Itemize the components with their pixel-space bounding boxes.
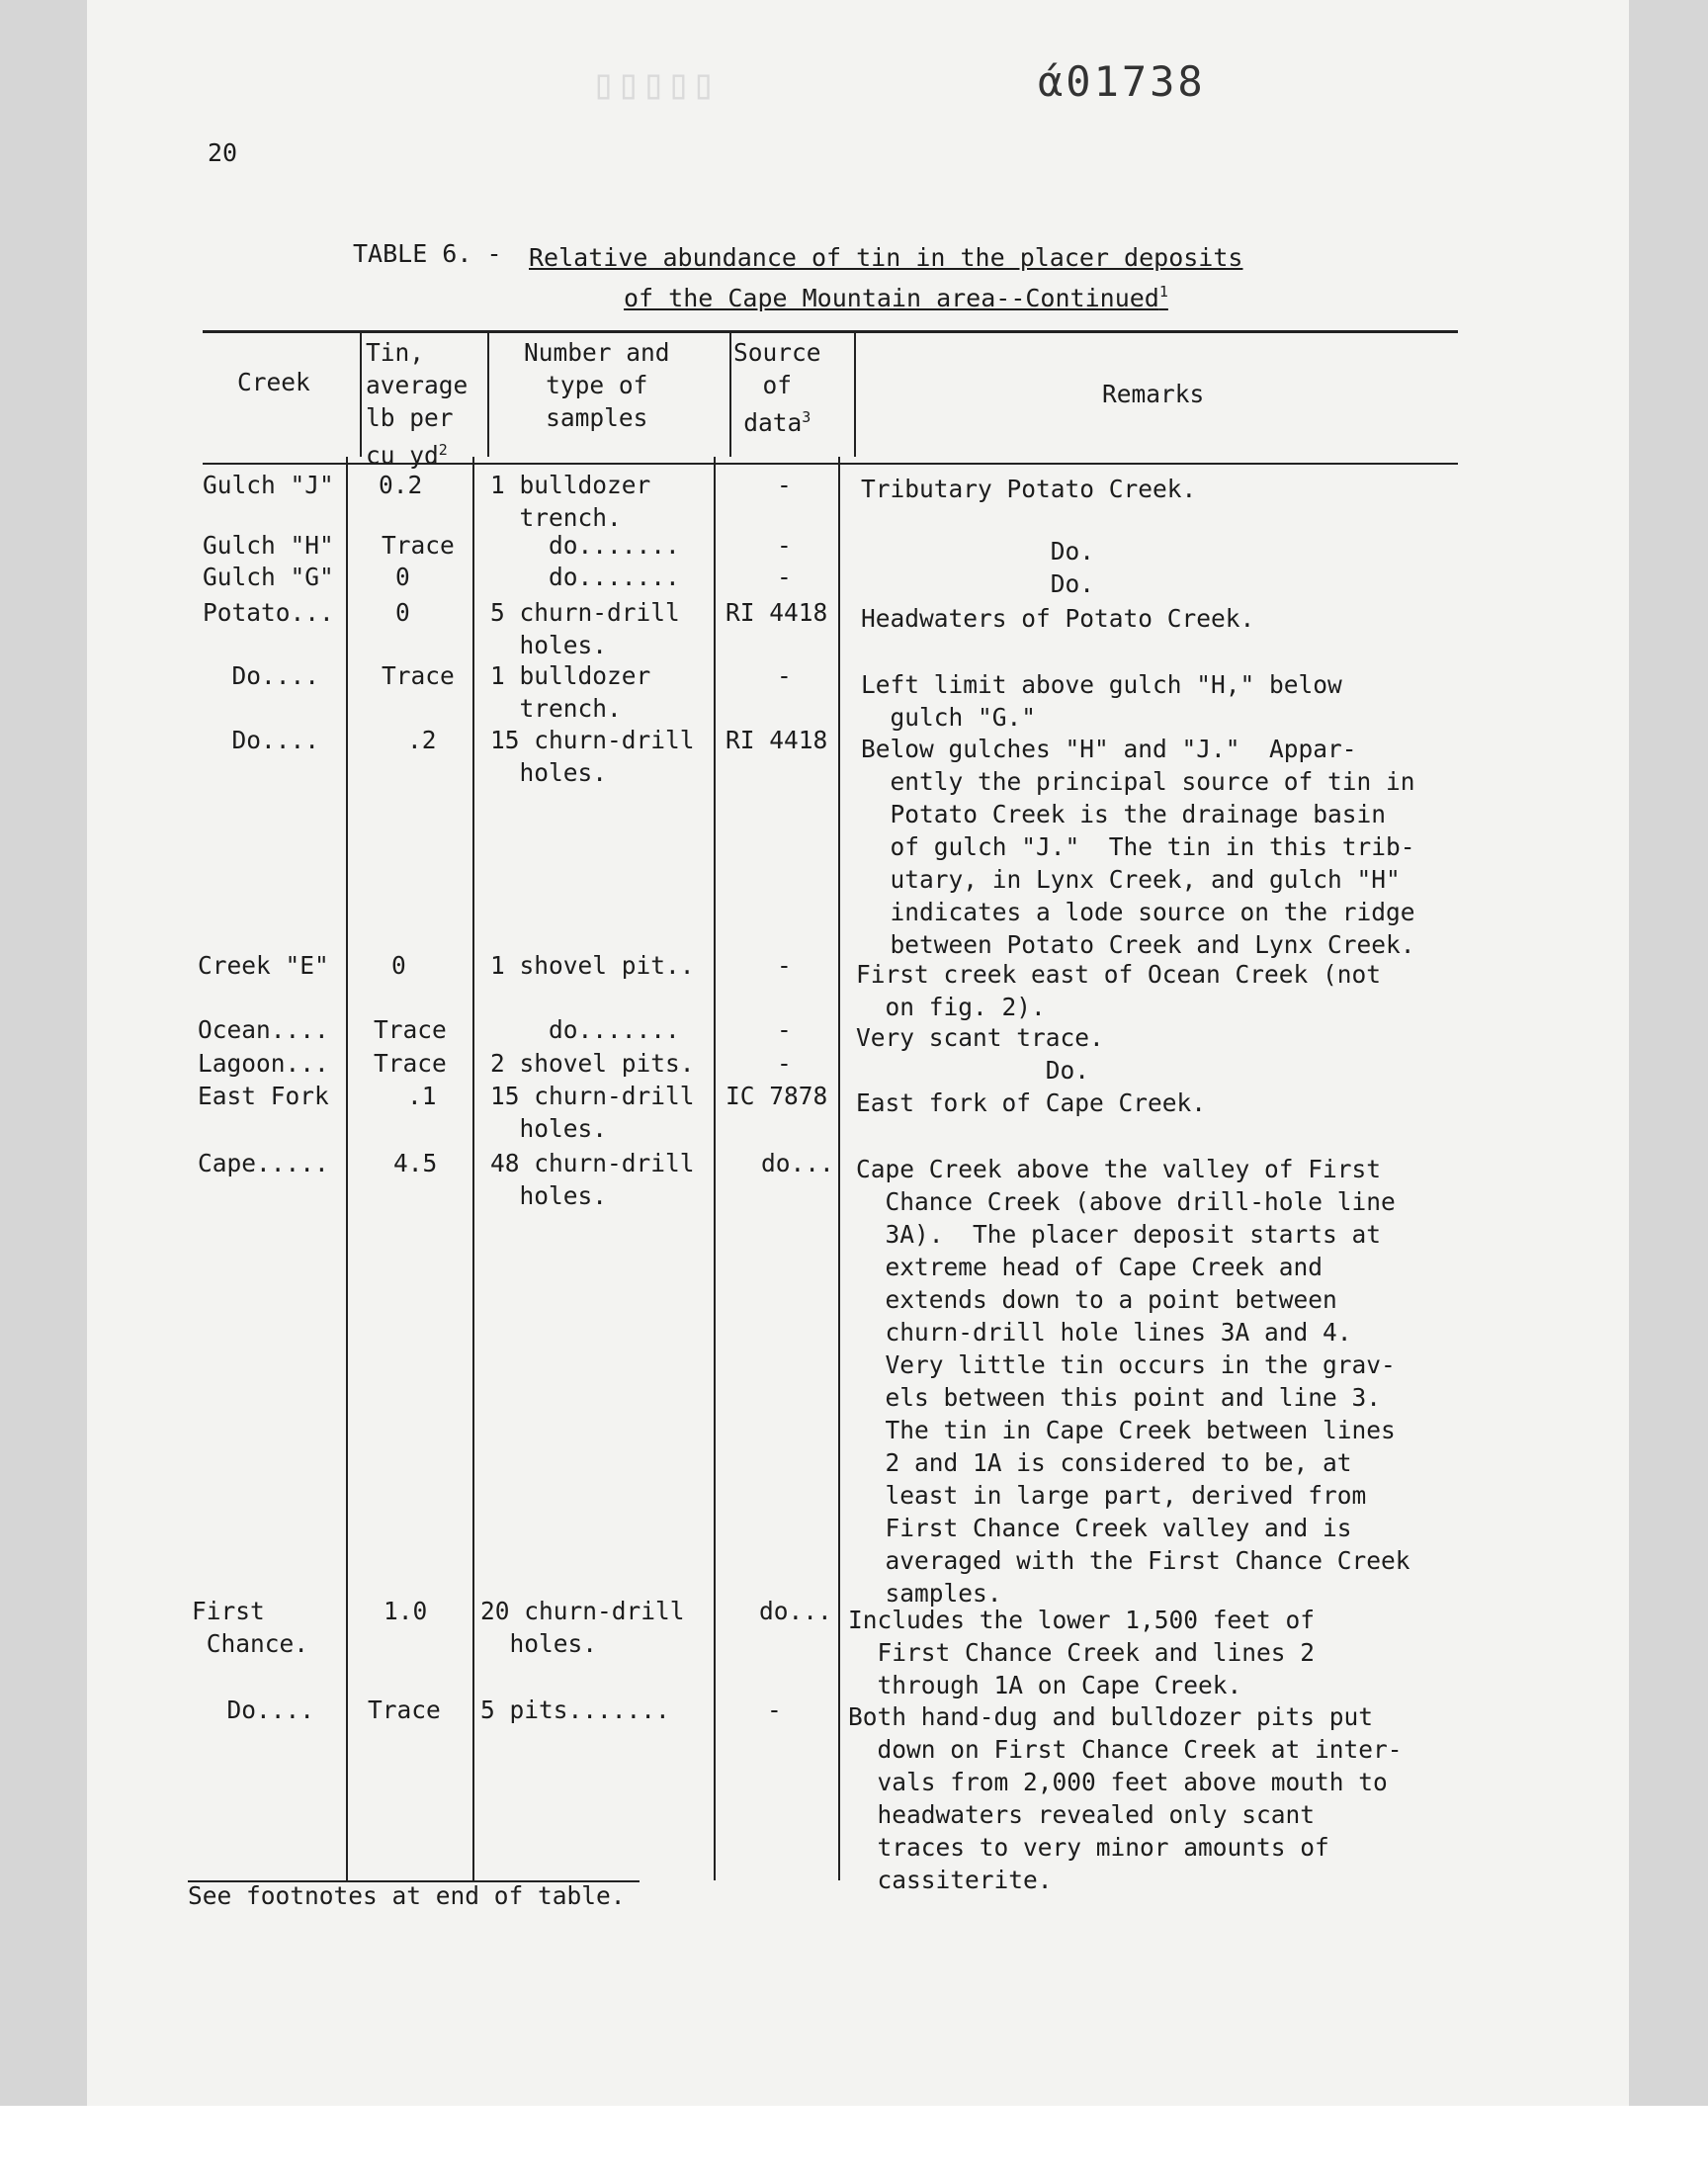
cell-creek: Ocean.... [198, 1015, 329, 1044]
cell-tin: Trace [374, 1015, 447, 1044]
cell-creek: First Chance. [192, 1597, 309, 1658]
cell-samples: 1 shovel pit.. [490, 951, 695, 980]
column-divider [487, 332, 489, 457]
cell-samples: 5 churn-drill holes. [490, 598, 680, 659]
header-tin [366, 336, 468, 472]
column-divider [360, 332, 362, 457]
header-tin-text: Tin, average lb per cu yd [366, 338, 469, 470]
cell-tin: Trace [382, 661, 455, 690]
cell-remarks: Do. [861, 569, 1095, 598]
column-divider [714, 457, 716, 1880]
column-divider [729, 332, 731, 457]
cell-remarks: First creek east of Ocean Creek (not on fig. 2). [856, 960, 1382, 1021]
cell-creek: Lagoon... [198, 1049, 329, 1078]
cell-remarks: Headwaters of Potato Creek. [861, 604, 1255, 633]
cell-source: - [777, 531, 792, 560]
cell-creek: Creek "E" [198, 951, 329, 980]
cell-source: RI 4418 [726, 598, 828, 627]
cell-tin: 0 [391, 951, 406, 980]
cell-remarks: Do. [856, 1056, 1090, 1085]
cell-remarks: Includes the lower 1,500 feet of First Chance Creek and lines 2 through 1A on Cape Creek. [848, 1606, 1316, 1699]
scan-margin [0, 2106, 1708, 2175]
column-divider [838, 457, 840, 1880]
cell-tin: .2 [407, 726, 437, 754]
cell-creek: Potato... [203, 598, 334, 627]
cell-creek: Do.... [198, 1696, 315, 1724]
cell-creek: Do.... [203, 726, 320, 754]
cell-creek: Gulch "G" [203, 563, 334, 591]
cell-source: - [777, 1049, 792, 1078]
header-creek: Creek [237, 368, 310, 396]
cell-tin: Trace [382, 531, 455, 560]
cell-tin: 4.5 [393, 1149, 438, 1177]
header-source [733, 336, 821, 439]
cell-remarks: Below gulches "H" and "J." Appar- ently the principal source of tin in Potato Creek is the drainage basin of gulch "J." The tin in this trib- utary, in Lynx Creek, and gulch "H" indicates a lode source on the ridge between Potato Creek and Lynx Creek. [861, 735, 1415, 959]
cell-creek: East Fork [198, 1082, 329, 1110]
cell-source: - [777, 661, 792, 690]
header-samples: Number and type of samples [524, 338, 670, 432]
header-remarks: Remarks [1102, 380, 1205, 408]
table-title-line-2 [624, 275, 1168, 315]
cell-creek: Gulch "H" [203, 531, 334, 560]
cell-remarks: Cape Creek above the valley of First Chance Creek (above drill-hole line 3A). The placer deposit starts at extreme head of Cape Creek and extends down to a point between churn-drill hole lines 3A and 4. Very little tin occurs in the grav- els between this point and line 3. The tin in Cape Creek between lines 2 and 1A is considered to be, at least in large part, derived from First Chance Creek valley and is averaged with the First Chance Creek samples. [856, 1155, 1410, 1608]
cell-remarks: East fork of Cape Creek. [856, 1088, 1207, 1117]
cell-samples: 48 churn-drill holes. [490, 1149, 695, 1210]
cell-samples: 1 bulldozer trench. [490, 471, 651, 532]
cell-tin: 0.2 [379, 471, 423, 499]
column-divider [854, 332, 856, 457]
cell-tin: 1.0 [384, 1597, 428, 1625]
cell-tin: 0 [395, 598, 410, 627]
cell-source: - [777, 471, 792, 499]
cell-source: do... [761, 1149, 834, 1177]
cell-samples: 1 bulldozer trench. [490, 661, 651, 723]
cell-tin: 0 [395, 563, 410, 591]
cell-source: - [767, 1696, 782, 1724]
table-title-line-1: Relative abundance of tin in the placer deposits [529, 243, 1243, 272]
cell-samples: do....... [490, 1015, 680, 1044]
footnote-ref: 3 [802, 408, 811, 426]
cell-samples: 15 churn-drill holes. [490, 1082, 695, 1143]
cell-source: do... [759, 1597, 832, 1625]
cell-source: RI 4418 [726, 726, 828, 754]
cell-tin: Trace [368, 1696, 441, 1724]
bleed-through-mark: ▯▯▯▯▯ [591, 59, 717, 108]
cell-remarks: Very scant trace. [856, 1023, 1104, 1052]
cell-source: - [777, 563, 792, 591]
cell-remarks: Left limit above gulch "H," below gulch "G." [861, 670, 1342, 732]
cell-samples: do....... [490, 563, 680, 591]
cell-creek: Gulch "J" [203, 471, 334, 499]
document-number-stamp: ά01738 [1038, 57, 1206, 106]
column-divider [346, 457, 348, 1880]
cell-samples: 15 churn-drill holes. [490, 726, 695, 787]
footnote-ref: 1 [1158, 283, 1168, 301]
cell-samples: 20 churn-drill holes. [480, 1597, 685, 1658]
table-top-rule [203, 330, 1458, 333]
cell-source: - [777, 1015, 792, 1044]
page-number: 20 [208, 138, 238, 167]
cell-tin: Trace [374, 1049, 447, 1078]
cell-remarks: Do. [861, 537, 1095, 566]
cell-samples: 5 pits....... [480, 1696, 670, 1724]
cell-source: - [777, 951, 792, 980]
footnote-text: See footnotes at end of table. [188, 1881, 626, 1910]
cell-source: IC 7878 [726, 1082, 828, 1110]
cell-samples: do....... [490, 531, 680, 560]
cell-creek: Do.... [203, 661, 320, 690]
cell-remarks: Both hand-dug and bulldozer pits put down on First Chance Creek at inter- vals from 2,000 feet above mouth to headwaters revealed only scant traces to very minor amounts of cassiterite. [848, 1702, 1403, 1894]
cell-tin: .1 [407, 1082, 437, 1110]
cell-remarks: Tributary Potato Creek. [861, 475, 1197, 503]
table-title-line-2-text: of the Cape Mountain area--Continued [624, 284, 1159, 312]
cell-samples: 2 shovel pits. [490, 1049, 695, 1078]
table-title-label: TABLE 6. - [353, 239, 502, 268]
header-source-text: Source of data [733, 338, 821, 437]
cell-creek: Cape..... [198, 1149, 329, 1177]
footnote-ref: 2 [438, 441, 448, 459]
column-divider [472, 457, 474, 1880]
